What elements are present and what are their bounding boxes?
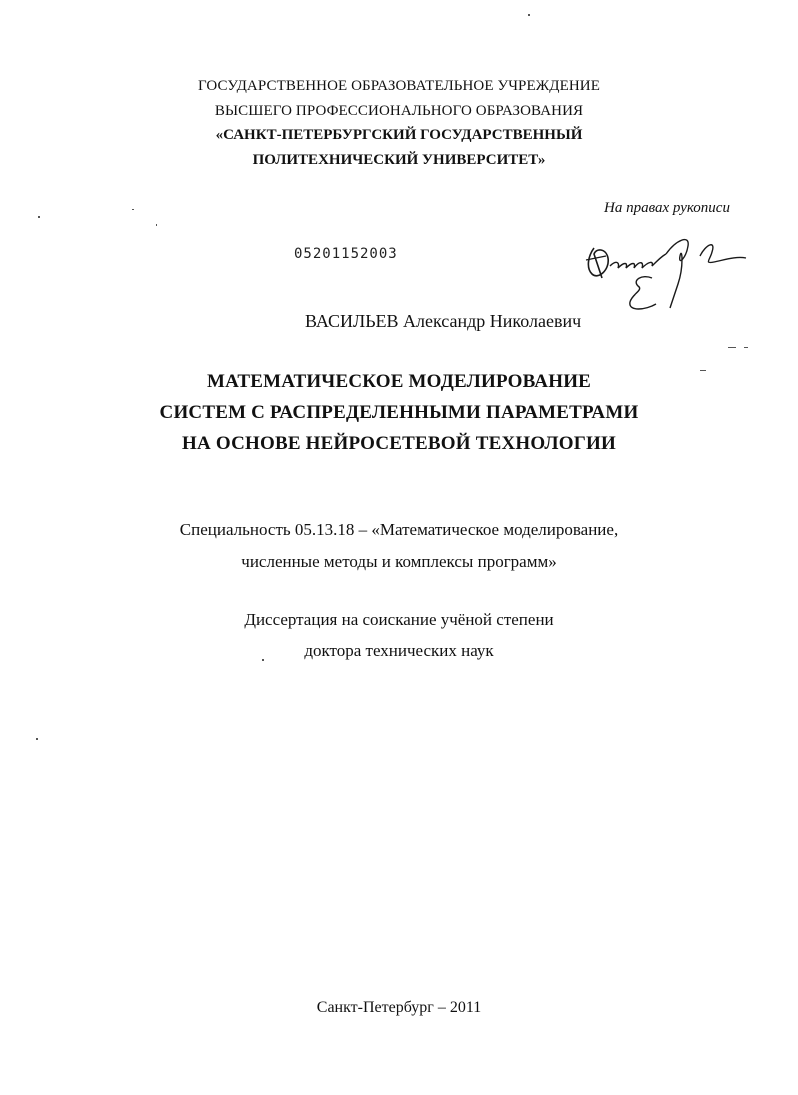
specialty-line-1: Специальность 05.13.18 – «Математическое моделирование, <box>179 520 619 539</box>
scan-speck <box>36 738 38 740</box>
degree-line-1: Диссертация на соискание учёной степени <box>244 610 554 629</box>
city-year: Санкт-Петербург – 2011 <box>316 999 482 1016</box>
scan-speck <box>728 347 736 348</box>
institution-line-2: ВЫСШЕГО ПРОФЕССИОНАЛЬНОГО ОБРАЗОВАНИЯ <box>214 103 584 119</box>
title-line-3: НА ОСНОВЕ НЕЙРОСЕТЕВОЙ ТЕХНОЛОГИИ <box>182 433 616 454</box>
institution-line-3: «САНКТ-ПЕТЕРБУРГСКИЙ ГОСУДАРСТВЕННЫЙ <box>215 127 583 143</box>
scan-speck <box>156 224 157 226</box>
institution-line-1: ГОСУДАРСТВЕННОЕ ОБРАЗОВАТЕЛЬНОЕ УЧРЕЖДЕНИЕ <box>197 78 601 94</box>
scan-speck <box>132 209 134 210</box>
rights-note: На правах рукописи <box>604 200 730 216</box>
scan-speck <box>262 659 264 661</box>
degree-line-2: доктора технических наук <box>304 641 494 660</box>
institution-line-4: ПОЛИТЕХНИЧЕСКИЙ УНИВЕРСИТЕТ» <box>252 152 546 168</box>
specialty-line-2: численные методы и комплексы программ» <box>241 552 557 571</box>
handwritten-signature <box>580 226 755 326</box>
scan-speck <box>700 370 706 371</box>
author-name: ВАСИЛЬЕВ Александр Николаевич <box>305 311 582 331</box>
title-line-2: СИСТЕМ С РАСПРЕДЕЛЕННЫМИ ПАРАМЕТРАМИ <box>159 402 639 423</box>
scan-speck <box>744 347 748 348</box>
scan-speck <box>528 14 530 16</box>
registration-code: 05201152003 <box>294 246 398 262</box>
title-line-1: МАТЕМАТИЧЕСКОЕ МОДЕЛИРОВАНИЕ <box>206 371 592 392</box>
scan-speck <box>38 216 40 218</box>
